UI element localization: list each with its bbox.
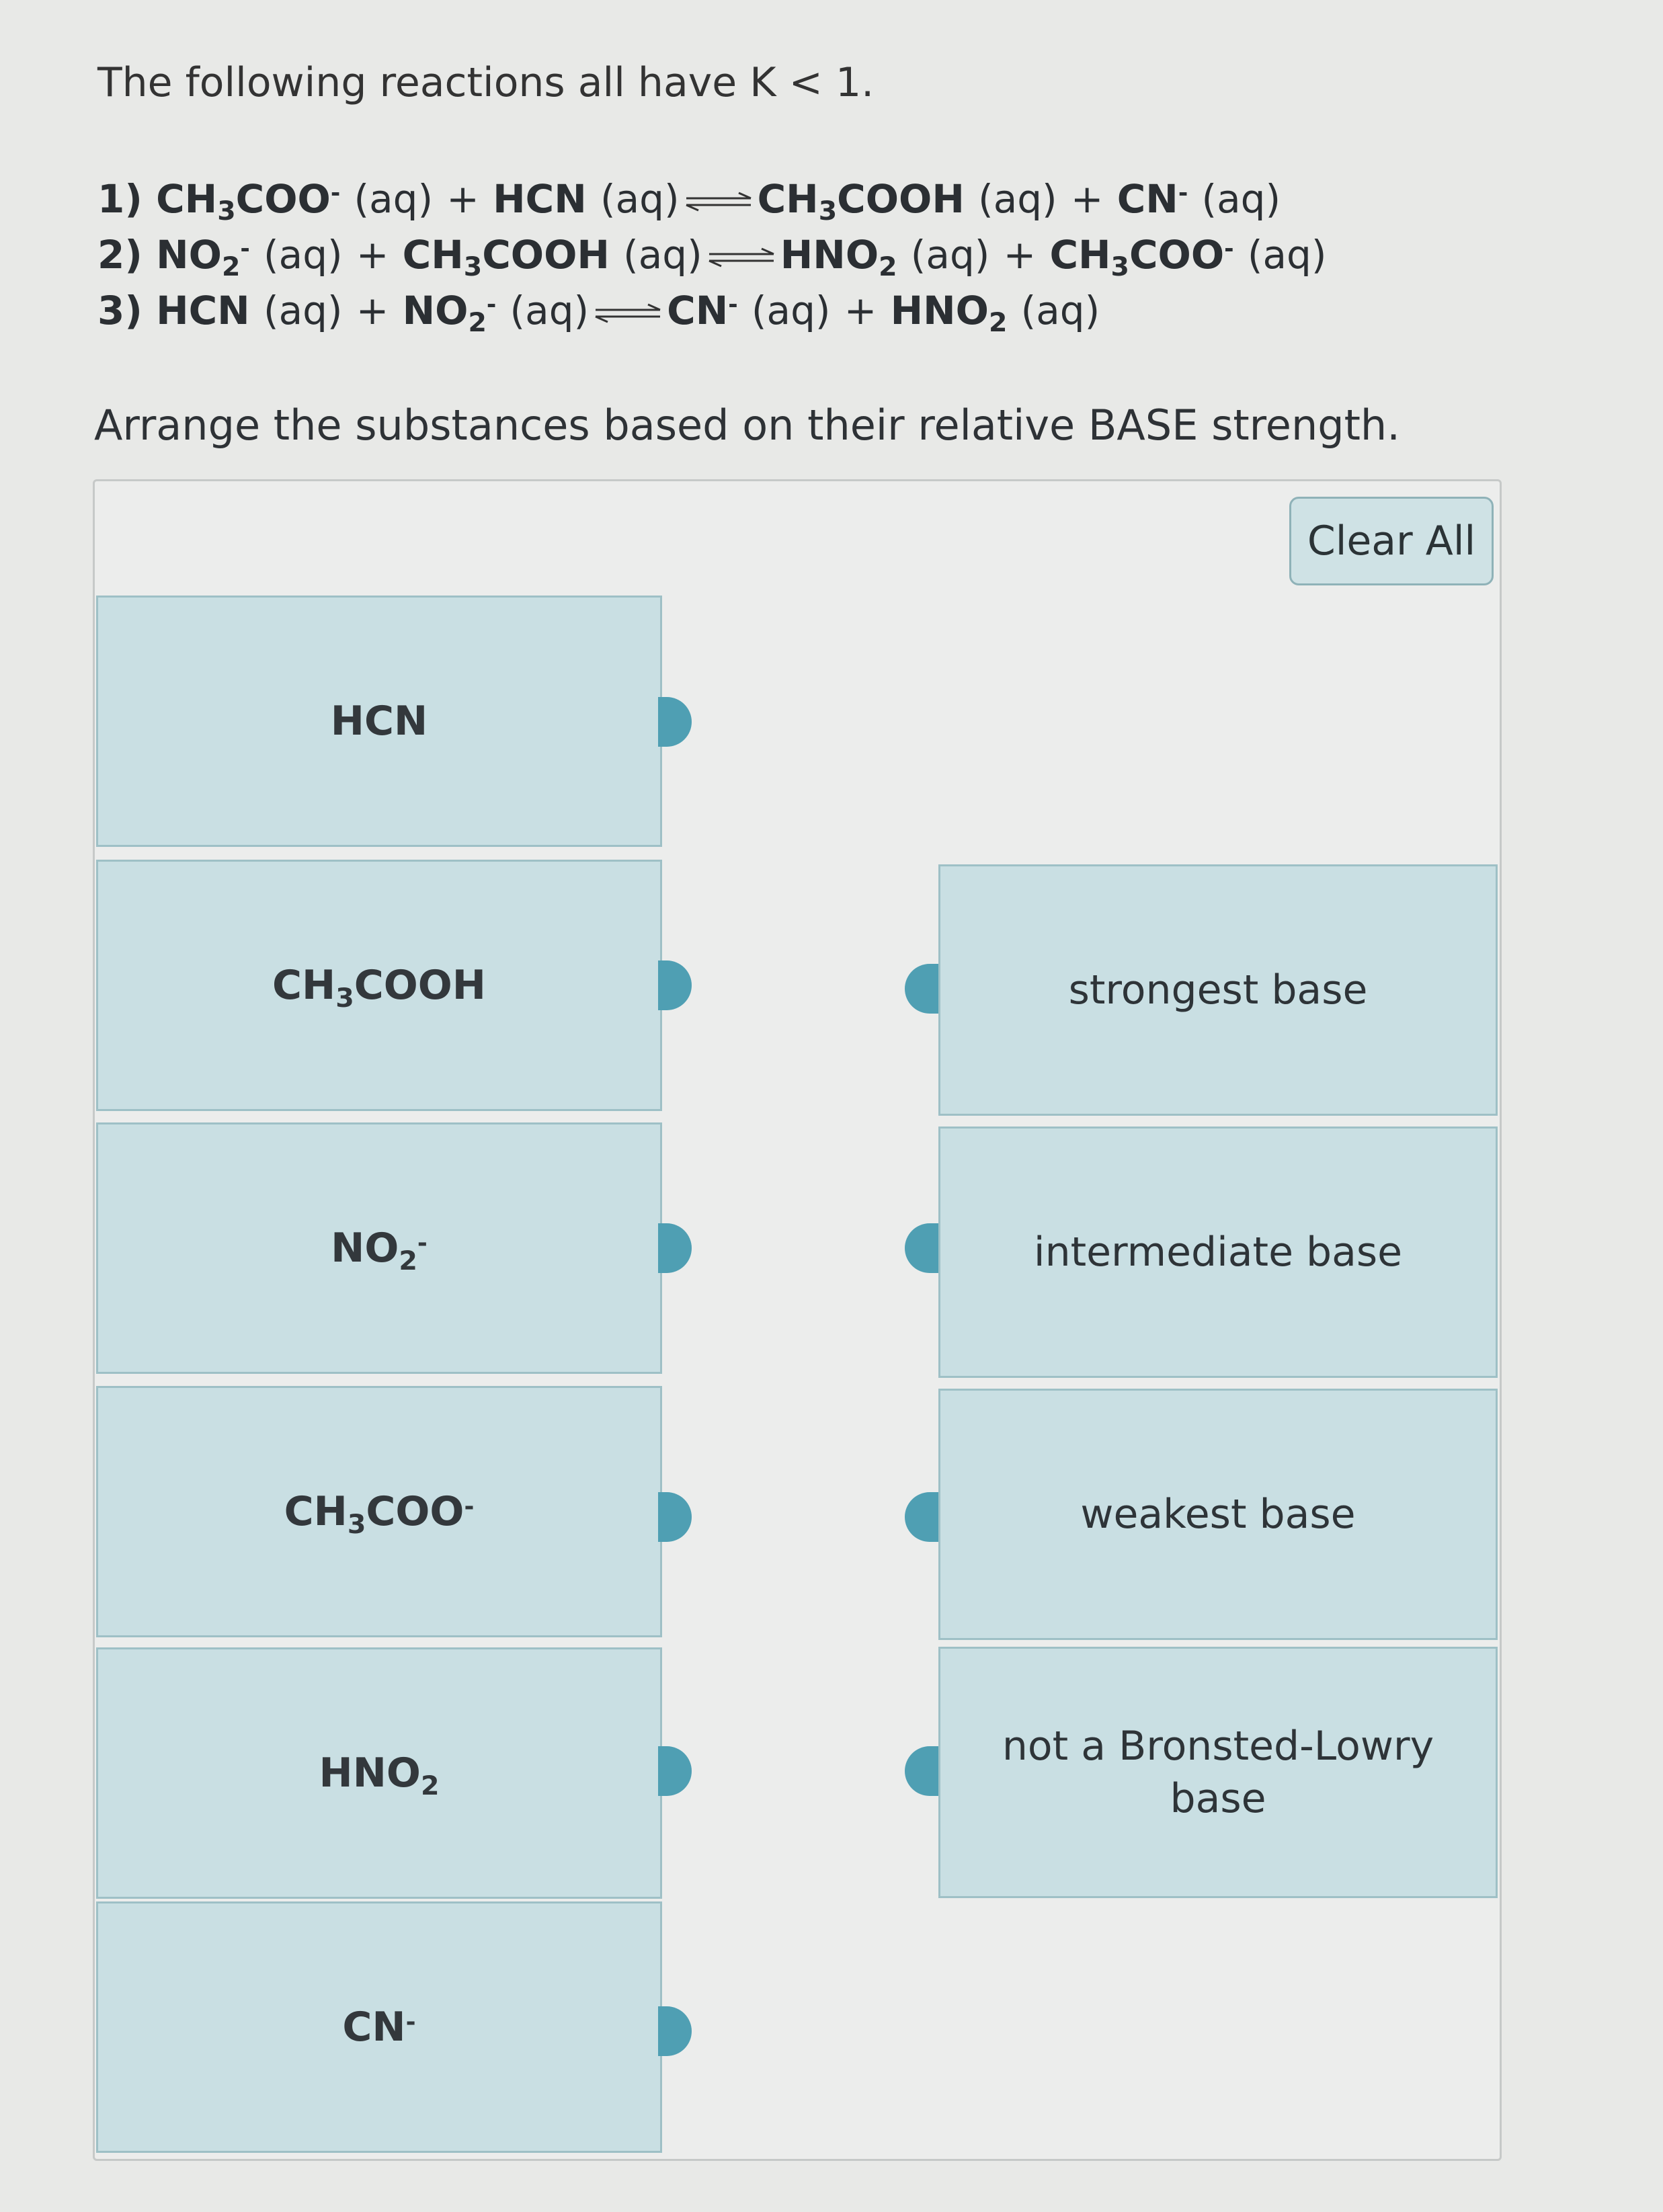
intro-text: The following reactions all have K < 1. bbox=[97, 59, 875, 106]
subscript: 2 bbox=[988, 307, 1008, 339]
plus-sign: + bbox=[1070, 176, 1104, 222]
formula-part: COOH bbox=[482, 232, 610, 278]
formula-part: NO bbox=[331, 1225, 399, 1272]
category-weakest-base[interactable] bbox=[938, 1389, 1498, 1640]
equilibrium-arrow-icon bbox=[594, 303, 661, 323]
reaction-3 bbox=[97, 288, 1100, 339]
subscript: 3 bbox=[1110, 251, 1129, 283]
state-label: (aq) bbox=[1247, 232, 1327, 278]
subscript: 3 bbox=[818, 196, 838, 227]
equilibrium-arrow-icon bbox=[708, 247, 775, 268]
category-label: not a Bronsted-Lowry bbox=[1002, 1723, 1434, 1770]
category-strongest-base[interactable] bbox=[938, 864, 1498, 1116]
state-label: (aq) bbox=[623, 232, 702, 278]
substance-tile-ch3cooh[interactable] bbox=[96, 860, 662, 1111]
category-label: intermediate base bbox=[1033, 1229, 1403, 1276]
reaction-number: 3) bbox=[97, 288, 143, 333]
formula-part: HNO bbox=[890, 288, 989, 333]
charge: - bbox=[405, 2008, 416, 2036]
substance-label bbox=[342, 2004, 415, 2051]
substance-label bbox=[319, 1750, 440, 1801]
reaction-2 bbox=[97, 232, 1327, 283]
substance-label: HCN bbox=[330, 698, 428, 745]
charge: - bbox=[1178, 179, 1188, 207]
subscript: 2 bbox=[399, 1245, 417, 1276]
category-label: strongest base bbox=[1068, 967, 1368, 1014]
equilibrium-arrow-icon bbox=[685, 192, 752, 212]
plus-sign: + bbox=[844, 288, 877, 333]
formula-part: COOH bbox=[354, 962, 487, 1009]
clear-all-button[interactable]: Clear All bbox=[1289, 497, 1494, 585]
subscript: 2 bbox=[879, 251, 897, 283]
plus-sign: + bbox=[356, 232, 389, 278]
state-label: (aq) bbox=[978, 176, 1057, 222]
category-label: base bbox=[1170, 1775, 1266, 1822]
state-label: (aq) bbox=[263, 232, 343, 278]
state-label: (aq) bbox=[910, 232, 990, 278]
charge: - bbox=[728, 291, 738, 319]
charge: - bbox=[464, 1492, 475, 1520]
subscript: 3 bbox=[217, 196, 236, 227]
formula-part: NO bbox=[402, 288, 469, 333]
state-label: (aq) bbox=[510, 288, 590, 333]
charge: - bbox=[240, 235, 250, 263]
charge: - bbox=[486, 291, 497, 319]
plus-sign: + bbox=[446, 176, 479, 222]
subscript: 3 bbox=[335, 982, 354, 1014]
formula-part: CH bbox=[156, 176, 218, 222]
reaction-number: 1) bbox=[97, 176, 143, 222]
substance-tile-cn[interactable] bbox=[96, 1901, 662, 2153]
substance-label bbox=[284, 1488, 475, 1540]
substance-tile-hno2[interactable] bbox=[96, 1647, 662, 1899]
category-label: weakest base bbox=[1080, 1491, 1356, 1538]
category-not-bronsted-lowry-base[interactable] bbox=[938, 1647, 1498, 1898]
formula-part: CH bbox=[1049, 232, 1111, 278]
charge: - bbox=[1224, 235, 1234, 263]
reaction-number: 2) bbox=[97, 232, 143, 278]
formula-part: HNO bbox=[319, 1750, 421, 1797]
plus-sign: + bbox=[356, 288, 389, 333]
charge: - bbox=[330, 179, 341, 207]
subscript: 2 bbox=[221, 251, 241, 283]
substance-tile-no2[interactable] bbox=[96, 1122, 662, 1374]
state-label: (aq) bbox=[751, 288, 831, 333]
formula-part: CN bbox=[1117, 176, 1178, 222]
reaction-1 bbox=[97, 176, 1281, 227]
formula-part: CH bbox=[757, 176, 819, 222]
formula-part: COO bbox=[366, 1488, 464, 1535]
substance-tile-hcn[interactable] bbox=[96, 596, 662, 847]
state-label: (aq) bbox=[263, 288, 343, 333]
subscript: 3 bbox=[347, 1508, 366, 1540]
formula-part: CN bbox=[342, 2004, 406, 2051]
formula-part: CN bbox=[667, 288, 729, 333]
formula-part: CH bbox=[402, 232, 464, 278]
substance-tile-ch3coo[interactable] bbox=[96, 1386, 662, 1637]
substance-label bbox=[272, 962, 487, 1014]
formula-part: HNO bbox=[780, 232, 879, 278]
plus-sign: + bbox=[1003, 232, 1037, 278]
formula-part: COOH bbox=[837, 176, 965, 222]
state-label: (aq) bbox=[1020, 288, 1100, 333]
formula-part: CH bbox=[272, 962, 336, 1009]
formula-part: COO bbox=[235, 176, 331, 222]
formula-part: CH bbox=[284, 1488, 348, 1535]
formula-part: HCN bbox=[156, 288, 250, 333]
subscript: 3 bbox=[463, 251, 483, 283]
formula-part: HCN bbox=[493, 176, 587, 222]
question-prompt: Arrange the substances based on their relative BASE strength. bbox=[94, 401, 1400, 450]
subscript: 2 bbox=[420, 1770, 440, 1801]
state-label: (aq) bbox=[354, 176, 434, 222]
category-intermediate-base[interactable] bbox=[938, 1127, 1498, 1378]
formula-part: NO bbox=[156, 232, 222, 278]
subscript: 2 bbox=[468, 307, 487, 339]
state-label: (aq) bbox=[1201, 176, 1281, 222]
state-label: (aq) bbox=[600, 176, 680, 222]
charge: - bbox=[417, 1229, 428, 1257]
formula-part: COO bbox=[1129, 232, 1225, 278]
substance-label bbox=[331, 1225, 428, 1276]
